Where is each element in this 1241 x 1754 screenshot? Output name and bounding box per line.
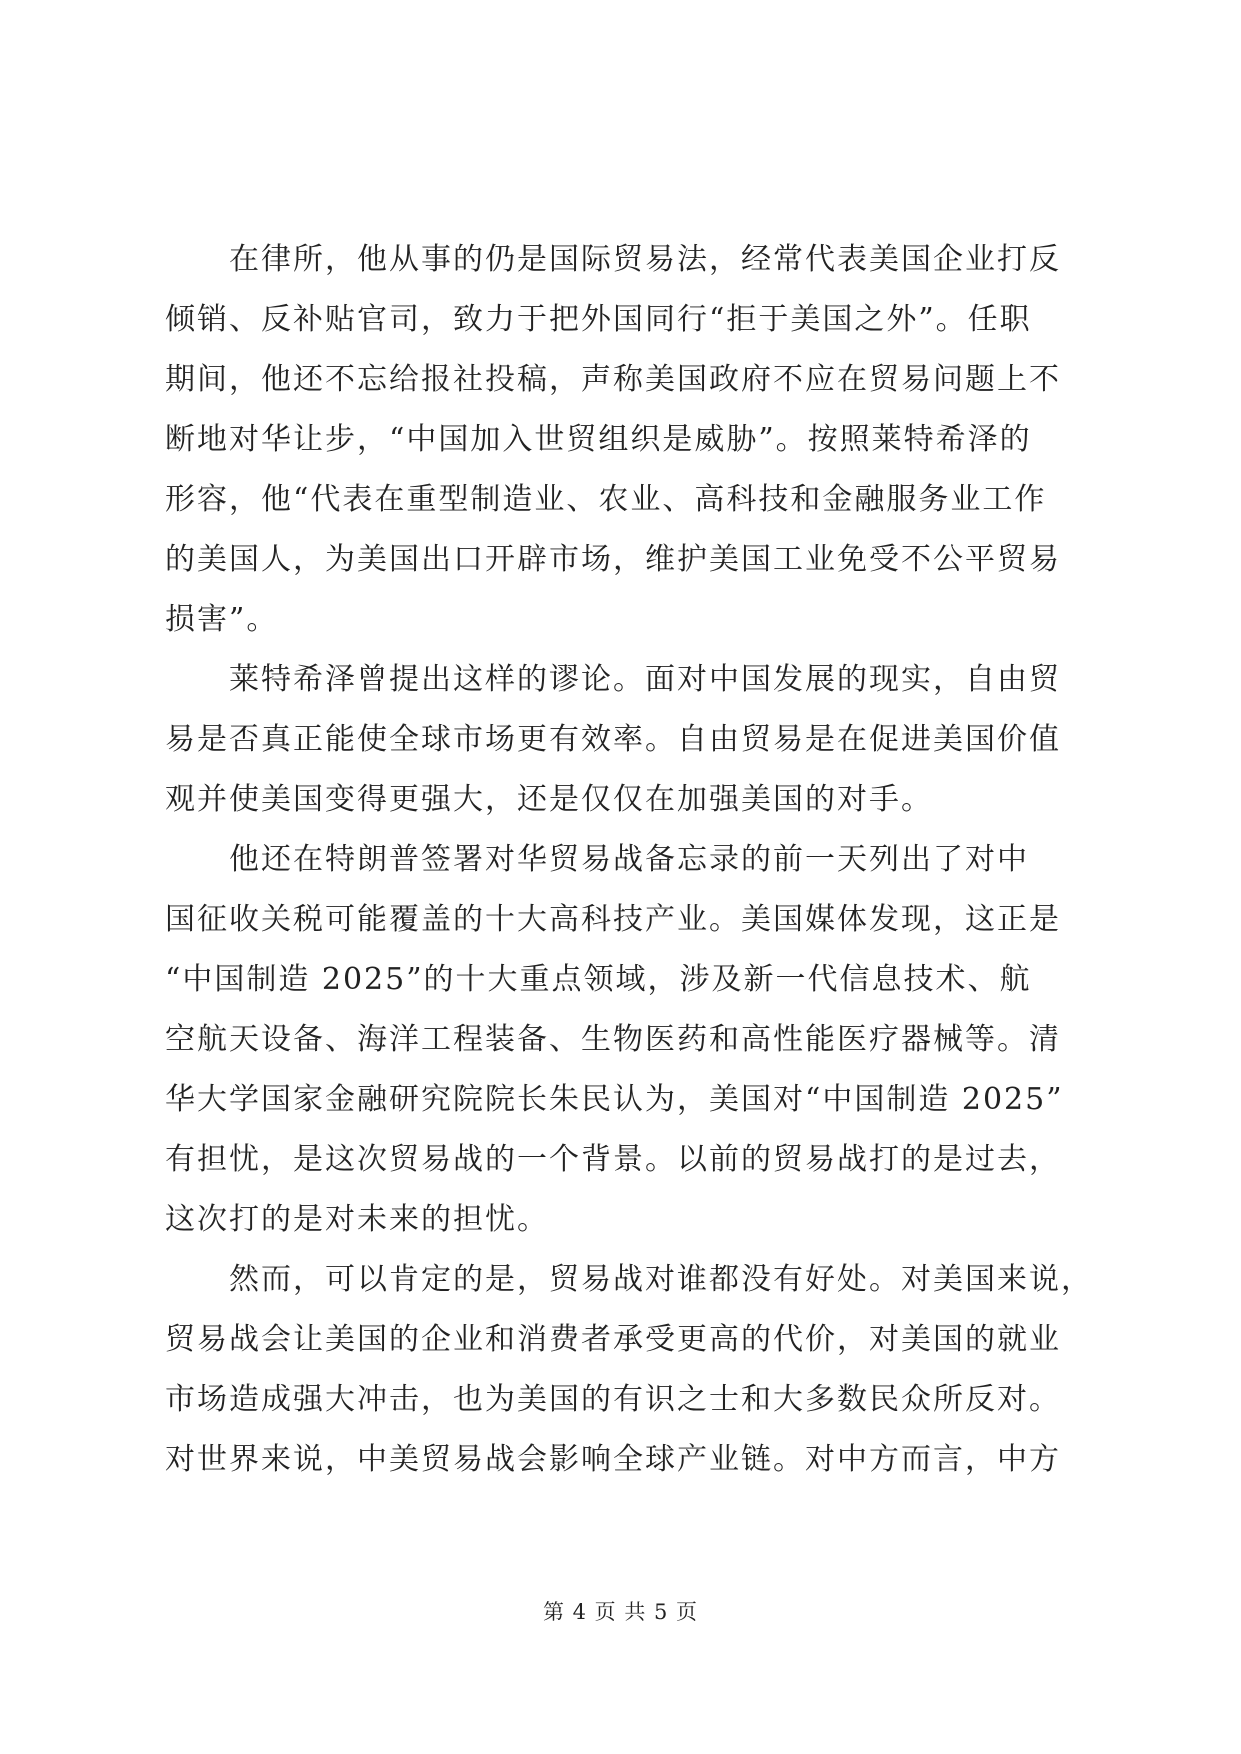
text-line: 然而，可以肯定的是，贸易战对谁都没有好处。对美国来说， xyxy=(229,1262,1093,1297)
text-line: 观并使美国变得更强大，还是仅仅在加强美国的对手。 xyxy=(165,782,933,817)
text-line: 形容，他“代表在重型制造业、农业、高科技和金融服务业工作 xyxy=(165,482,1047,517)
text-line: 这次打的是对未来的担忧。 xyxy=(165,1202,549,1237)
text-line: 贸易战会让美国的企业和消费者承受更高的代价，对美国的就业 xyxy=(165,1322,1061,1357)
text-line: 在律所，他从事的仍是国际贸易法，经常代表美国企业打反 xyxy=(229,242,1061,277)
text-line: 断地对华让步，“中国加入世贸组织是威胁”。按照莱特希泽的 xyxy=(165,422,1032,457)
text-line: 有担忧，是这次贸易战的一个背景。以前的贸易战打的是过去， xyxy=(165,1142,1061,1177)
paragraph xyxy=(165,1250,1093,1490)
text-line: 市场造成强大冲击，也为美国的有识之士和大多数民众所反对。 xyxy=(165,1382,1061,1417)
text-line: 损害”。 xyxy=(165,602,279,637)
text-line: 对世界来说，中美贸易战会影响全球产业链。对中方而言，中方 xyxy=(165,1442,1061,1477)
text-line: 空航天设备、海洋工程装备、生物医药和高性能医疗器械等。清 xyxy=(165,1022,1061,1057)
text-line: 倾销、反补贴官司，致力于把外国同行“拒于美国之外”。任职 xyxy=(165,302,1032,337)
text-line: 华大学国家金融研究院院长朱民认为，美国对“中国制造 2025” xyxy=(165,1082,1064,1117)
text-line: 易是否真正能使全球市场更有效率。自由贸易是在促进美国价值 xyxy=(165,722,1061,757)
text-line: “中国制造 2025”的十大重点领域，涉及新一代信息技术、航 xyxy=(165,962,1032,997)
document-body xyxy=(165,230,1093,1490)
text-line: 期间，他还不忘给报社投稿，声称美国政府不应在贸易问题上不 xyxy=(165,362,1061,397)
paragraph xyxy=(165,650,1090,830)
text-line: 国征收关税可能覆盖的十大高科技产业。美国媒体发现，这正是 xyxy=(165,902,1061,937)
text-line: 莱特希泽曾提出这样的谬论。面对中国发展的现实，自由贸 xyxy=(229,662,1061,697)
paragraph xyxy=(165,830,1090,1250)
paragraph xyxy=(165,230,1090,650)
text-line: 他还在特朗普签署对华贸易战备忘录的前一天列出了对中 xyxy=(229,842,1029,877)
text-line: 的美国人，为美国出口开辟市场，维护美国工业免受不公平贸易 xyxy=(165,542,1061,577)
page-number-footer: 第 4 页 共 5 页 xyxy=(542,1600,699,1624)
